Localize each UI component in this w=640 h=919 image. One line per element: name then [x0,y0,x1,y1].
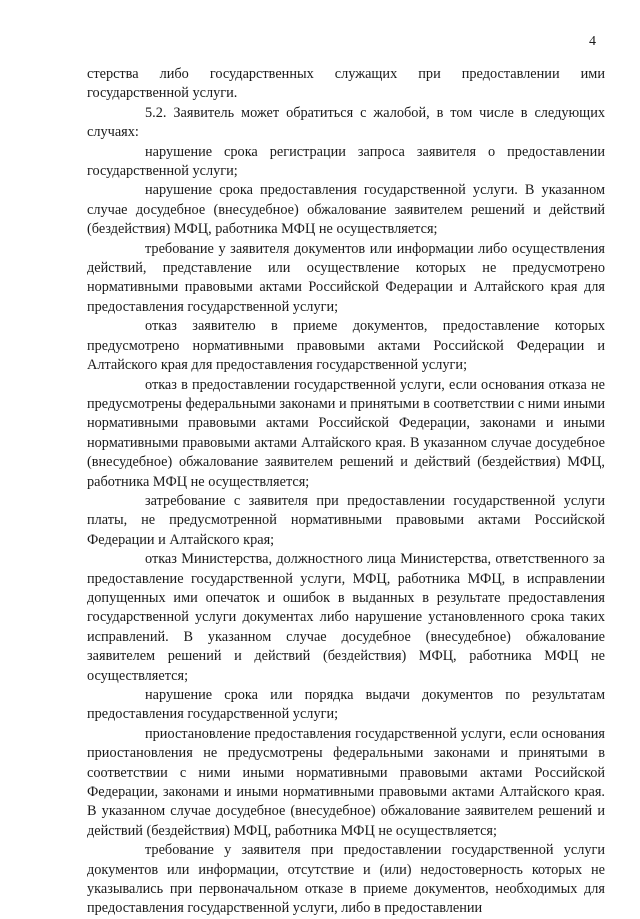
paragraph-case: отказ Министерства, должностного лица Министерства, ответственного за предоставление государственной услуги, МФЦ, работника МФЦ, в исправлении допущенных ими опечаток и ошибок в выданных в результате предоставления государственной услуги документах либо нарушение установленного срока таких исправлений. В указанном случае досудебное (внесудебное) обжалование заявителем решений и действий (бездействия) МФЦ, работника МФЦ не осуществляется; [87,551,605,684]
paragraph-section-5-2: 5.2. Заявитель может обратиться с жалобой, в том числе в следующих случаях: [87,104,605,141]
paragraph-case: нарушение срока или порядка выдачи документов по результатам предоставления государственной услуги; [87,687,605,723]
paragraph-case: требование у заявителя при предоставлении государственной услуги документов или информации, отсутствие и (или) недостоверность которых не указывались при первоначальном отказе в приеме документов, необходимых для предоставления государственной услуги, либо в предоставлении [87,842,605,917]
page-number: 4 [589,34,596,49]
paragraph-continuation: стерства либо государственных служащих при предоставлении ими государственной услуги. [87,66,605,102]
paragraph-case: приостановление предоставления государственной услуги, если основания приостановления не предусмотрены федеральными законами и принятыми в соответствии с ними иными нормативными правовыми актами Российской Федерации, законами и иными нормативными правовыми актами Алтайского края. В указанном случае досудебное (внесудебное) обжалование заявителем решений и действий (бездействия) МФЦ, работника МФЦ не осуществляется; [87,725,605,839]
paragraph-case: нарушение срока регистрации запроса заявителя о предоставлении государственной услуги; [87,143,605,180]
document-body [87,65,605,919]
paragraph-case: отказ заявителю в приеме документов, предоставление которых предусмотрено нормативными правовыми актами Российской Федерации и Алтайского края для предоставления государственной услуги; [87,318,605,374]
paragraph-case: требование у заявителя документов или информации либо осуществления действий, представление или осуществление которых не предусмотрено нормативными правовыми актами Российской Федерации и Алтайского края для предоставления государственной услуги; [87,240,605,315]
paragraph-case: затребование с заявителя при предоставлении государственной услуги платы, не предусмотренной нормативными правовыми актами Российской Федерации и Алтайского края; [87,492,605,548]
paragraph-case: отказ в предоставлении государственной услуги, если основания отказа не предусмотрены федеральными законами и принятыми в соответствии с ними иными нормативными правовыми актами Российской Федерации, законами и иными нормативными правовыми актами Алтайского края. В указанном случае досудебное (внесудебное) обжалование заявителем решений и действий (бездействия) МФЦ, работника МФЦ не осуществляется; [87,376,605,490]
paragraph-case: нарушение срока предоставления государственной услуги. В указанном случае досудебное (внесудебное) обжалование заявителем решений и действий (бездействия) МФЦ, работника МФЦ не осуществляется; [87,182,605,238]
